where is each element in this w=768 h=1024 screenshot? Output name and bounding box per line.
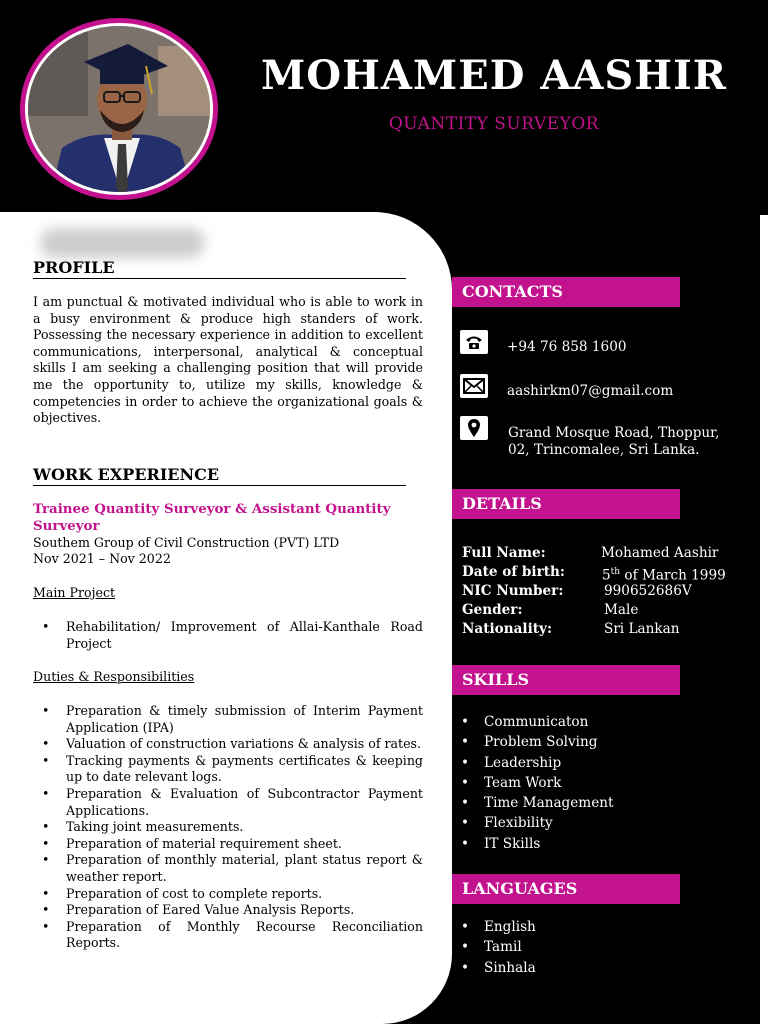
phone-number[interactable]: +94 76 858 1600 (507, 339, 627, 355)
profile-text: I am punctual & motivated individual who is able to work in a busy environment & produce high standers of work. Possessing the necessary experience in addition to excellent communications, interpersonal, analytical & conceptual skills I am seeking a challenging position that will provide me the opportunity to, utilize my skills, knowledge & competencies in order to achieve the organizational goals & objectives. (33, 294, 423, 426)
list-item: • Preparation of material requirement sheet. (33, 836, 423, 853)
list-item: • Communicaton (458, 712, 613, 732)
contacts-heading: CONTACTS (452, 277, 680, 307)
gender-label: Gender: (462, 602, 523, 618)
nationality-label: Nationality: (462, 621, 552, 637)
list-item: • Preparation & timely submission of Interim Payment Application (IPA) (33, 703, 423, 736)
duties-heading: Duties & Responsibilities (33, 669, 195, 684)
skills-list (458, 712, 613, 854)
full-name-value: Mohamed Aashir (601, 545, 719, 561)
nic-label: NIC Number: (462, 583, 564, 599)
job-title: QUANTITY SURVEYOR (388, 114, 600, 134)
skills-heading: SKILLS (452, 665, 680, 695)
list-item: • Time Management (458, 793, 613, 813)
employment-period: Nov 2021 – Nov 2022 (33, 551, 171, 566)
company-name: Southem Group of Civil Construction (PVT) LTD (33, 535, 340, 550)
list-item: • Tamil (458, 937, 536, 957)
nationality-value: Sri Lankan (604, 621, 680, 637)
dob-day: 5 (602, 567, 611, 584)
gender-value: Male (604, 602, 639, 618)
languages-heading: LANGUAGES (452, 874, 680, 904)
list-item: • Preparation of Eared Value Analysis Reports. (33, 902, 423, 919)
list-item: • Tracking payments & payments certificates & keeping up to date relevant logs. (33, 753, 423, 786)
list-item: • Preparation & Evaluation of Subcontractor Payment Applications. (33, 786, 423, 819)
right-edge-strip (760, 215, 768, 1024)
graduate-avatar-icon (28, 26, 210, 192)
list-item: • IT Skills (458, 834, 613, 854)
profile-photo (20, 18, 218, 200)
list-item: • Team Work (458, 773, 613, 793)
mail-icon (460, 374, 488, 398)
list-item: • Leadership (458, 753, 613, 773)
dob-label: Date of birth: (462, 564, 565, 580)
details-heading: DETAILS (452, 489, 680, 519)
email-address[interactable]: aashirkm07@gmail.com (507, 383, 674, 399)
list-item: • Sinhala (458, 958, 536, 978)
list-item: • Problem Solving (458, 732, 613, 752)
phone-icon (460, 330, 488, 354)
dob-suffix: th (610, 567, 621, 577)
avatar (28, 26, 210, 192)
address-line-1: Grand Mosque Road, Thoppur, (508, 425, 720, 441)
list-item: • Rehabilitation/ Improvement of Allai-Kanthale Road Project (33, 619, 423, 652)
list-item: • Preparation of Monthly Recourse Reconciliation Reports. (33, 919, 423, 952)
work-experience-heading: WORK EXPERIENCE (33, 465, 406, 486)
address-line-2: 02, Trincomalee, Sri Lanka. (508, 442, 700, 458)
profile-heading: PROFILE (33, 258, 406, 279)
job-role: Trainee Quantity Surveyor & Assistant Quantity Surveyor (33, 501, 391, 534)
list-item: • Preparation of cost to complete reports. (33, 886, 423, 903)
redacted-blur (40, 228, 205, 258)
dob-rest: of March 1999 (624, 567, 726, 584)
project-list (33, 619, 423, 652)
list-item: • Flexibility (458, 813, 613, 833)
header (0, 0, 768, 215)
list-item: • Valuation of construction variations & analysis of rates. (33, 736, 423, 753)
location-pin-icon (460, 416, 488, 440)
list-item: • Preparation of monthly material, plant status report & weather report. (33, 852, 423, 885)
full-name-label: Full Name: (462, 545, 546, 561)
languages-list (458, 917, 536, 978)
candidate-name: MOHAMED AASHIR (260, 52, 728, 99)
main-project-heading: Main Project (33, 585, 116, 600)
duties-list (33, 703, 423, 952)
list-item: • English (458, 917, 536, 937)
list-item: • Taking joint measurements. (33, 819, 423, 836)
nic-value: 990652686V (604, 583, 692, 599)
